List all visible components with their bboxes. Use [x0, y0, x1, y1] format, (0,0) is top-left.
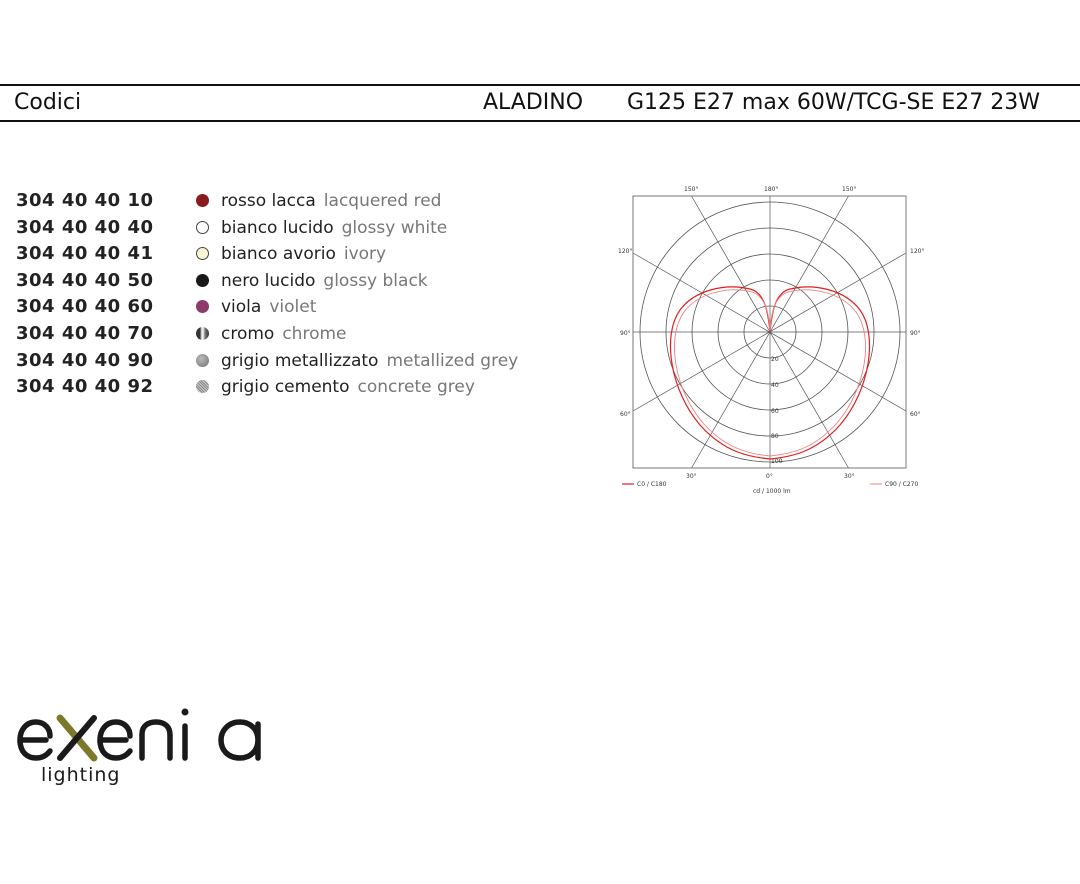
angle-label: 30° — [686, 473, 697, 480]
header-top-rule — [0, 84, 1080, 86]
angle-label: 60° — [620, 411, 631, 418]
angle-label: 150° — [684, 186, 699, 193]
radial-label: 80 — [771, 433, 779, 440]
swatch-grey-icon — [196, 354, 209, 367]
product-code: 304 40 40 90 — [16, 349, 154, 371]
header-bottom-rule — [0, 120, 1080, 122]
exenia-logo-icon — [14, 700, 274, 770]
finish-name: rosso lacca lacquered red — [221, 191, 442, 211]
product-code: 304 40 40 41 — [16, 243, 154, 265]
swatch-red-icon — [196, 194, 209, 207]
photometric-diagram — [600, 175, 940, 505]
legend-c0-label: C0 / C180 — [637, 481, 667, 488]
angle-label: 0° — [766, 473, 773, 480]
swatch-black-icon — [196, 274, 209, 287]
header-label: Codici — [14, 90, 82, 115]
angle-label: 60° — [910, 411, 921, 418]
swatch-chrome-icon — [196, 327, 209, 340]
unit-label: cd / 1000 lm — [753, 488, 791, 495]
radial-label: 20 — [771, 356, 779, 363]
finish-name: cromo chrome — [221, 323, 347, 344]
swatch-white-icon — [196, 221, 209, 234]
angle-label: 90° — [910, 330, 921, 337]
product-code: 304 40 40 70 — [16, 322, 154, 344]
polar-legend — [622, 481, 918, 495]
finish-name: grigio cemento concrete grey — [221, 377, 475, 398]
angle-label: 180° — [764, 186, 779, 193]
swatch-violet-icon — [196, 300, 209, 313]
radial-label: 100 — [771, 458, 783, 465]
finish-name: viola violet — [221, 297, 317, 318]
angle-label: 120° — [910, 248, 925, 255]
product-name: ALADINO — [483, 90, 584, 115]
finish-name: bianco lucido glossy white — [221, 217, 448, 238]
finish-name: grigio metallizzato metallized grey — [221, 350, 519, 371]
angle-label: 150° — [842, 186, 857, 193]
product-code: 304 40 40 10 — [16, 190, 154, 211]
polar-radial-labels — [771, 356, 783, 465]
brand-name — [14, 700, 17, 701]
product-spec: G125 E27 max 60W/TCG-SE E27 23W — [627, 90, 1040, 115]
product-code: 304 40 40 92 — [16, 376, 154, 398]
brand-tagline: lighting — [41, 764, 121, 786]
angle-label: 30° — [844, 473, 855, 480]
swatch-concrete-icon — [196, 380, 209, 393]
legend-c90-label: C90 / C270 — [885, 481, 919, 488]
product-code: 304 40 40 40 — [16, 216, 154, 238]
finish-name: bianco avorio ivory — [221, 244, 387, 265]
angle-label: 120° — [618, 248, 633, 255]
swatch-ivory-icon — [196, 247, 209, 260]
product-code: 304 40 40 50 — [16, 269, 154, 291]
brand-logo — [14, 700, 274, 800]
finish-name: nero lucido glossy black — [221, 270, 428, 291]
radial-label: 60 — [771, 408, 779, 415]
radial-label: 40 — [771, 382, 779, 389]
product-code: 304 40 40 60 — [16, 296, 154, 318]
angle-label: 90° — [620, 330, 631, 337]
polar-radial-lines — [633, 196, 906, 468]
